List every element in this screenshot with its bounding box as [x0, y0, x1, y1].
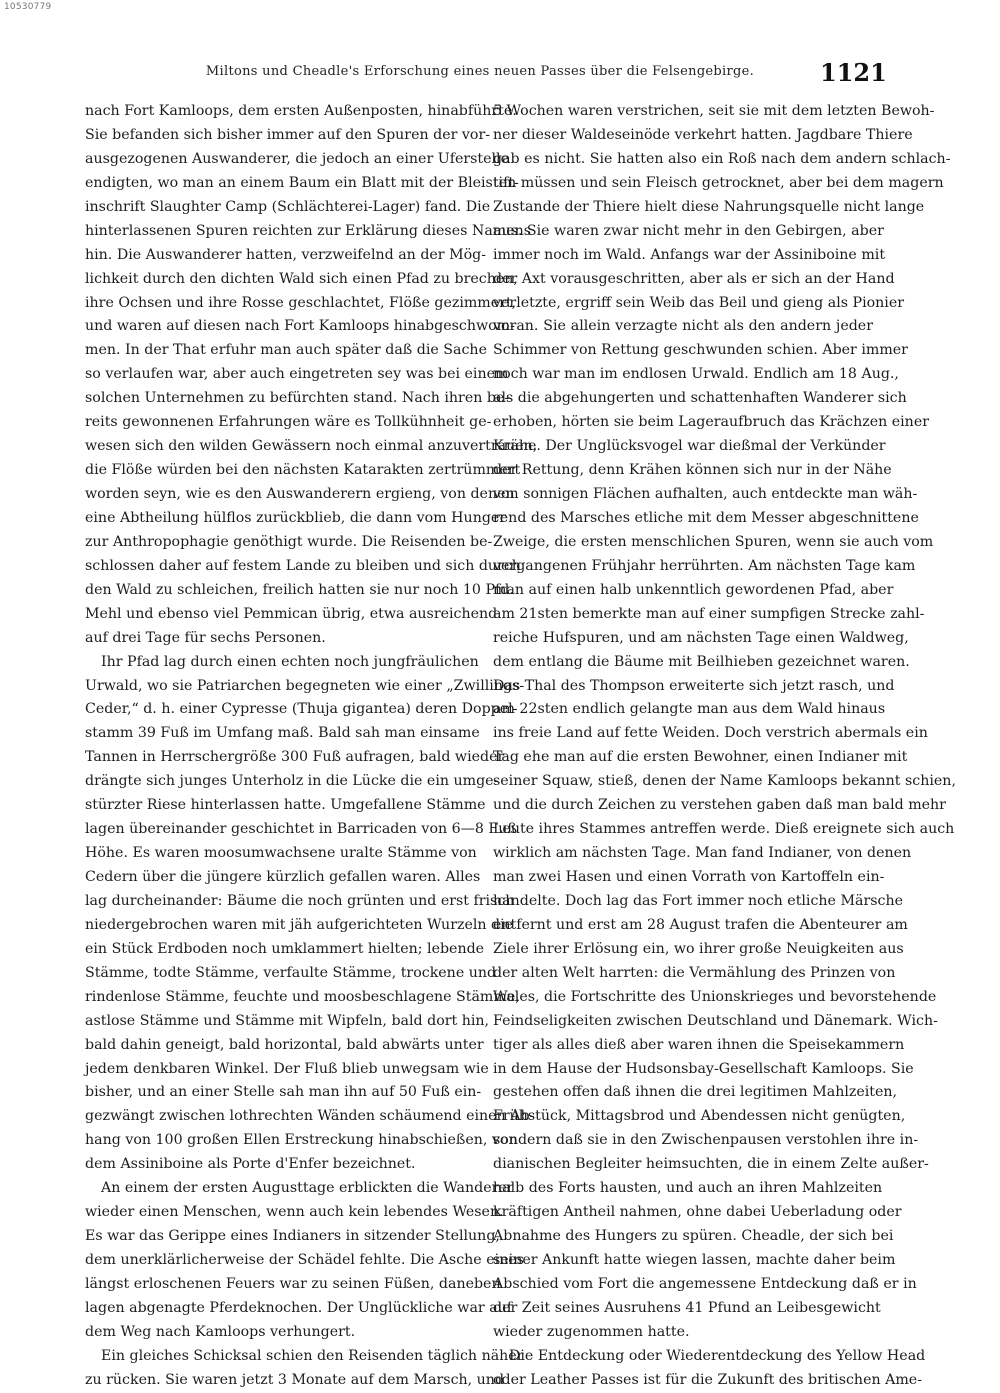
text-line: so verlaufen war, aber auch eingetreten sey was bei einem — [85, 366, 509, 383]
text-line: jedem denkbaren Winkel. Der Fluß blieb unwegsam wie — [85, 1060, 489, 1077]
text-line: drängte sich junges Unterholz in die Lücke die ein umge- — [85, 773, 499, 790]
text-line: 5 Wochen waren verstrichen, seit sie mit dem letzten Bewoh- — [493, 103, 935, 119]
text-line: wesen sich den wilden Gewässern noch einmal anzuvertrauen, — [85, 438, 538, 455]
text-line: dem unerklärlicherweise der Schädel fehlte. Die Asche eines — [85, 1252, 524, 1268]
text-line: man auf einen halb unkenntlich gewordenen Pfad, aber — [493, 581, 894, 598]
text-line: hin. Die Auswanderer hatten, verzweifelnd an der Mög- — [85, 246, 487, 263]
text-line: von sonnigen Flächen aufhalten, auch entdeckte man wäh- — [493, 486, 918, 502]
text-line: bisher, und an einer Stelle sah man ihn auf 50 Fuß ein- — [85, 1084, 482, 1101]
text-line: ausgezogenen Auswanderer, die jedoch an einer Uferstelle — [85, 150, 509, 167]
text-line: handelte. Doch lag das Fort immer noch etliche Märsche — [493, 892, 903, 909]
text-line: Wales, die Fortschritte des Unionskrieges und bevorstehende — [493, 988, 937, 1005]
text-line: stamm 39 Fuß im Umfang maß. Bald sah man einsame — [85, 725, 480, 742]
text-line: Feindseligkeiten zwischen Deutschland und Dänemark. Wich- — [493, 1012, 938, 1029]
text-line: der Zeit seines Ausruhens 41 Pfund an Leibesgewicht — [493, 1299, 881, 1316]
text-line: reits gewonnenen Erfahrungen wäre es Tollkühnheit ge- — [85, 414, 492, 431]
text-line: stürzter Riese hinterlassen hatte. Umgefallene Stämme — [85, 797, 486, 814]
text-line: sondern daß sie in den Zwischenpausen verstohlen ihre in- — [493, 1132, 919, 1149]
text-line: wieder einen Menschen, wenn auch kein lebendes Wesen. — [85, 1204, 504, 1221]
text-line: Zustande der Thiere hielt diese Nahrungsquelle nicht lange — [493, 198, 925, 215]
text-line: Mehl und ebenso viel Pemmican übrig, etwa ausreichend — [85, 605, 498, 622]
text-line: Abschied vom Fort die angemessene Entdeckung daß er in — [493, 1275, 917, 1292]
right-column — [493, 100, 956, 1393]
text-line: entfernt und erst am 28 August trafen die Abenteurer am — [493, 916, 908, 933]
text-line: Ein gleiches Schicksal schien den Reisenden täglich näher — [101, 1347, 524, 1364]
text-line: am 22sten endlich gelangte man aus dem Wald hinaus — [493, 701, 886, 718]
text-line: oder Leather Passes ist für die Zukunft des britischen Ame- — [493, 1371, 922, 1388]
text-line: dem Weg nach Kamloops verhungert. — [85, 1323, 356, 1340]
text-line: rindenlose Stämme, feuchte und moosbeschlagene Stämme, — [85, 988, 520, 1005]
text-line: Tannen in Herrschergröße 300 Fuß aufragen, bald wieder — [85, 749, 505, 766]
text-line: Tag ehe man auf die ersten Bewohner, einen Indianer mit — [493, 749, 908, 766]
text-line: seiner Squaw, stieß, denen der Name Kamloops bekannt schien, — [493, 773, 956, 790]
text-line: bald dahin geneigt, bald horizontal, bald abwärts unter — [85, 1036, 484, 1053]
text-line: nach Fort Kamloops, dem ersten Außenposten, hinabführte. — [85, 103, 517, 119]
text-line: immer noch im Wald. Anfangs war der Assiniboine mit — [493, 246, 886, 263]
text-line: halb des Forts hausten, und auch an ihren Mahlzeiten — [493, 1180, 883, 1197]
text-line: noch war man im endlosen Urwald. Endlich am 18 Aug., — [493, 366, 899, 383]
text-line: vergangenen Frühjahr herrührten. Am nächsten Tage kam — [493, 557, 916, 574]
text-line: ten müssen und sein Fleisch getrocknet, aber bei dem magern — [493, 174, 944, 191]
text-line: Zweige, die ersten menschlichen Spuren, wenn sie auch vom — [493, 533, 934, 550]
text-line: auf drei Tage für sechs Personen. — [85, 629, 326, 646]
text-line: endigten, wo man an einem Baum ein Blatt mit der Bleistift- — [85, 174, 519, 191]
text-line: schlossen daher auf festem Lande zu bleiben und sich durch — [85, 557, 521, 574]
text-line: wieder zugenommen hatte. — [493, 1323, 690, 1340]
text-line: Das Thal des Thompson erweiterte sich jetzt rasch, und — [493, 677, 895, 694]
text-line: inschrift Slaughter Camp (Schlächterei-Lager) fand. Die — [85, 198, 491, 215]
text-line: An einem der ersten Augusttage erblickten die Wanderer — [101, 1180, 514, 1197]
scan-id: 10530779 — [4, 2, 52, 12]
text-line: den Wald zu schleichen, freilich hatten sie nur noch 10 Pfd. — [85, 581, 514, 598]
text-line: Urwald, wo sie Patriarchen begegneten wie einer „Zwillings- — [85, 677, 525, 694]
text-line: Ziele ihrer Erlösung ein, wo ihrer große Neuigkeiten aus — [493, 940, 904, 957]
text-line: dianischen Begleiter heimsuchten, die in einem Zelte außer- — [493, 1156, 929, 1173]
page-number: 1121 — [820, 58, 887, 87]
text-line: gab es nicht. Sie hatten also ein Roß nach dem andern schlach- — [493, 150, 951, 167]
text-line: ins freie Land auf fette Weiden. Doch verstrich abermals ein — [493, 725, 928, 742]
text-line: tiger als alles dieß aber waren ihnen die Speisekammern — [493, 1036, 905, 1053]
text-line: der Axt vorausgeschritten, aber als er sich an der Hand — [493, 270, 895, 287]
text-line: Stämme, todte Stämme, verfaulte Stämme, trockene und — [85, 964, 497, 981]
text-line: worden seyn, wie es den Auswanderern ergieng, von denen — [85, 486, 515, 502]
text-line: dem Assiniboine als Porte d'Enfer bezeichnet. — [85, 1156, 416, 1173]
text-line: gezwängt zwischen lothrechten Wänden schäumend einen Ab- — [85, 1108, 535, 1125]
text-line: Cedern über die jüngere kürzlich gefallen waren. Alles — [85, 869, 481, 885]
text-line: der Rettung, denn Krähen können sich nur in der Nähe — [493, 462, 892, 479]
text-line: Ihr Pfad lag durch einen echten noch jungfräulichen — [101, 653, 479, 670]
text-line: man zwei Hasen und einen Vorrath von Kartoffeln ein- — [493, 869, 885, 885]
text-line: am 21sten bemerkte man auf einer sumpfigen Strecke zahl- — [493, 605, 925, 622]
text-line: ner dieser Waldeseinöde verkehrt hatten. Jagdbare Thiere — [493, 126, 913, 143]
text-line: als die abgehungerten und schattenhaften Wanderer sich — [493, 390, 907, 407]
text-line: seiner Ankunft hatte wiegen lassen, machte daher beim — [493, 1252, 896, 1268]
text-line: Abnahme des Hungers zu spüren. Cheadle, der sich bei — [493, 1228, 894, 1245]
text-line: Schimmer von Rettung geschwunden schien. Aber immer — [493, 342, 908, 359]
text-line: in dem Hause der Hudsonsbay-Gesellschaft Kamloops. Sie — [493, 1060, 914, 1077]
text-line: Leute ihres Stammes antreffen werde. Dieß ereignete sich auch — [493, 821, 955, 838]
text-line: gestehen offen daß ihnen die drei legitimen Mahlzeiten, — [493, 1084, 898, 1101]
text-line: wirklich am nächsten Tage. Man fand Indianer, von denen — [493, 845, 912, 862]
text-line: die Flöße würden bei den nächsten Katarakten zertrümmert — [85, 462, 521, 479]
text-line: erhoben, hörten sie beim Lageraufbruch das Krächzen einer — [493, 414, 930, 431]
text-line: Die Entdeckung oder Wiederentdeckung des Yellow Head — [509, 1347, 926, 1364]
text-line: eine Abtheilung hülflos zurückblieb, die dann vom Hunger — [85, 509, 507, 526]
text-line: kräftigen Antheil nahmen, ohne dabei Ueberladung oder — [493, 1204, 902, 1221]
text-line: der alten Welt harrten: die Vermählung des Prinzen von — [493, 964, 896, 981]
left-column — [85, 100, 538, 1393]
text-line: dem entlang die Bäume mit Beilhieben gezeichnet waren. — [493, 653, 910, 670]
text-line: Krähe. Der Unglücksvogel war dießmal der Verkünder — [493, 438, 886, 455]
text-line: Es war das Gerippe eines Indianers in sitzender Stellung, — [85, 1228, 500, 1245]
text-line: und waren auf diesen nach Fort Kamloops hinabgeschwom- — [85, 318, 515, 335]
text-line: rend des Marsches etliche mit dem Messer abgeschnittene — [493, 509, 919, 526]
text-line: zur Anthropophagie genöthigt wurde. Die Reisenden be- — [85, 533, 493, 550]
text-line: Frühstück, Mittagsbrod und Abendessen nicht genügten, — [493, 1108, 906, 1125]
text-line: ihre Ochsen und ihre Rosse geschlachtet, Flöße gezimmert, — [85, 294, 517, 311]
text-line: voran. Sie allein verzagte nicht als den andern jeder — [493, 318, 873, 335]
text-line: verletzte, ergriff sein Weib das Beil und gieng als Pionier — [493, 294, 905, 311]
text-line: aus. Sie waren zwar nicht mehr in den Gebirgen, aber — [493, 222, 884, 239]
text-line: lichkeit durch den dichten Wald sich einen Pfad zu brechen, — [85, 270, 518, 287]
text-line: längst erloschenen Feuers war zu seinen Füßen, daneben — [85, 1275, 501, 1292]
text-line: und die durch Zeichen zu verstehen gaben daß man bald mehr — [493, 797, 946, 814]
text-line: solchen Unternehmen zu befürchten stand. Nach ihren be- — [85, 390, 510, 407]
text-line: men. In der That erfuhr man auch später daß die Sache — [85, 342, 487, 359]
running-title: Miltons und Cheadle's Erforschung eines neuen Passes über die Felsengebirge. — [205, 64, 755, 79]
text-line: astlose Stämme und Stämme mit Wipfeln, bald dort hin, — [85, 1012, 490, 1029]
text-line: niedergebrochen waren mit jäh aufgerichteten Wurzeln die — [85, 916, 514, 933]
text-line: Sie befanden sich bisher immer auf den Spuren der vor- — [85, 126, 491, 143]
text-line: lag durcheinander: Bäume die noch grünten und erst frisch — [85, 892, 515, 909]
text-line: Höhe. Es waren moosumwachsene uralte Stämme von — [85, 845, 477, 862]
text-line: lagen abgenagte Pferdeknochen. Der Unglückliche war auf — [85, 1299, 513, 1316]
text-line: lagen übereinander geschichtet in Barricaden von 6—8 Fuß — [85, 821, 517, 838]
text-line: hang von 100 großen Ellen Erstreckung hinabschießen, von — [85, 1132, 518, 1149]
text-line: hinterlassenen Spuren reichten zur Erklärung dieses Namens — [85, 222, 532, 239]
text-line: zu rücken. Sie waren jetzt 3 Monate auf dem Marsch, und — [85, 1371, 505, 1388]
text-line: ein Stück Erdboden noch umklammert hielten; lebende — [85, 940, 485, 957]
text-line: Ceder,“ d. h. einer Cypresse (Thuja gigantea) deren Doppel- — [85, 701, 518, 718]
text-line: reiche Hufspuren, und am nächsten Tage einen Waldweg, — [493, 629, 909, 646]
